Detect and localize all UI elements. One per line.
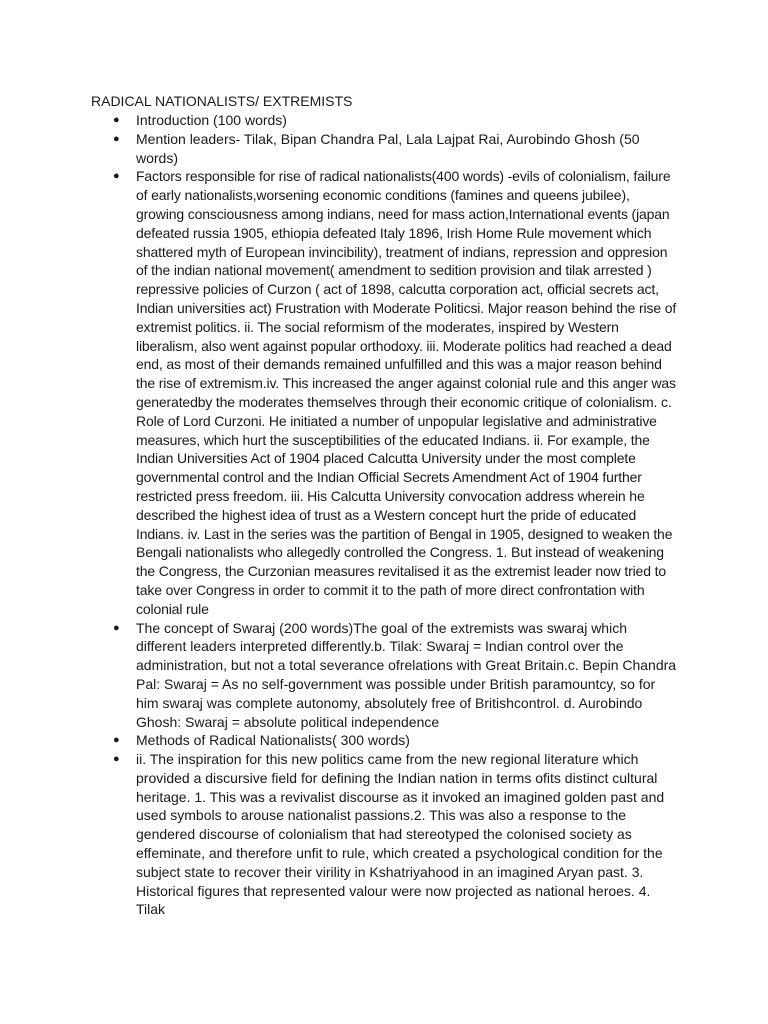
list-item-text: Introduction (100 words)	[136, 112, 287, 128]
list-item	[0, 731, 680, 750]
list-item-text: The concept of Swaraj (200 words)The goal of the extremists was swaraj which different leaders interpreted differently.b. Tilak: Swaraj = Indian control over the administration, but not a total severance ofrelations with Great Britain.c. Bepin Chandra Pal: Swaraj = As no self-government was possible under British paramountcy, so for him swaraj was complete autonomy, absolutely free of Britishcontrol. d. Aurobindo Ghosh: Swaraj = absolute political independence	[136, 619, 677, 730]
list-item-text: Methods of Radical Nationalists( 300 words)	[136, 732, 410, 749]
list-item	[0, 750, 680, 919]
document-title: RADICAL NATIONALISTS/ EXTREMISTS	[91, 93, 353, 109]
list-item-text: Factors responsible for rise of radical nationalists(400 words) -evils of colonialism, failure of early nationalists,worsening economic conditions (famines and queens jubilee), growing consciousness among indians, need for mass action,International events (japan defeated russia 1905, ethiopia defeated Italy 1896, Irish Home Rule movement which shattered myth of European invincibility), treatment of indians, repression and oppresion of the indian national movement( amendment to sedition provision and tilak arrested ) repressive policies of Curzon ( act of 1898, calcutta corporation act, official secrets act, Indian universities act) Frustration with Moderate Politicsi. Major reason behind the rise of extremist politics. ii. The social reformism of the moderates, inspired by Western liberalism, also went against popular orthodoxy. iii. Moderate politics had reached a dead end, as most of their demands remained unfulfilled and this was a major reason behind the rise of extremism.iv. This increased the anger against colonial rule and this anger was generatedby the moderates themselves through their economic critique of colonialism. c. Role of Lord Curzoni. He initiated a number of unpopular legislative and administrative measures, which hurt the susceptibilities of the educated Indians. ii. For example, the Indian Universities Act of 1904 placed Calcutta University under the most complete governmental control and the Indian Official Secrets Amendment Act of 1904 further restricted press freedom. iii. His Calcutta University convocation address wherein he described the highest idea of trust as a Western concept hurt the pride of educated Indians. iv. Last in the series was the partition of Bengal in 1905, designed to weaken the Bengali nationalists who allegedly controlled the Congress. 1. But instead of weakening the Congress, the Curzonian measures revitalised it as the extremist leader now tried to take over Congress in order to commit it to the path of more direct confrontation with colonial rule	[136, 168, 677, 617]
bullet-list	[0, 111, 768, 919]
bullet-dot-icon: ●	[113, 170, 120, 183]
list-item	[0, 130, 680, 168]
list-item	[0, 111, 680, 130]
bullet-dot-icon: ●	[113, 114, 120, 126]
bullet-dot-icon: ●	[113, 621, 120, 634]
bullet-dot-icon: ●	[113, 734, 120, 747]
bullet-dot-icon: ●	[113, 132, 120, 145]
list-item	[0, 619, 680, 732]
list-item-text: ii. The inspiration for this new politics came from the new regional literature which provided a discursive field for defining the Indian nation in terms ofits distinct cultural heritage. 1. This was a revivalist discourse as it invoked an imagined golden past and used symbols to arouse nationalist passions.2. This was also a response to the gendered discourse of colonialism that had stereotyped the colonised society as effeminate, and therefore unfit to rule, which created a psychological condition for the subject state to recover their virility in Kshatriyahood in an imagined Aryan past. 3. Historical figures that represented valour were now projected as national heroes. 4. Tilak	[136, 751, 665, 918]
list-item-text: Mention leaders- Tilak, Bipan Chandra Pal, Lala Lajpat Rai, Aurobindo Ghosh (50 words)	[136, 130, 640, 166]
list-item	[0, 167, 680, 618]
bullet-dot-icon: ●	[113, 753, 120, 766]
